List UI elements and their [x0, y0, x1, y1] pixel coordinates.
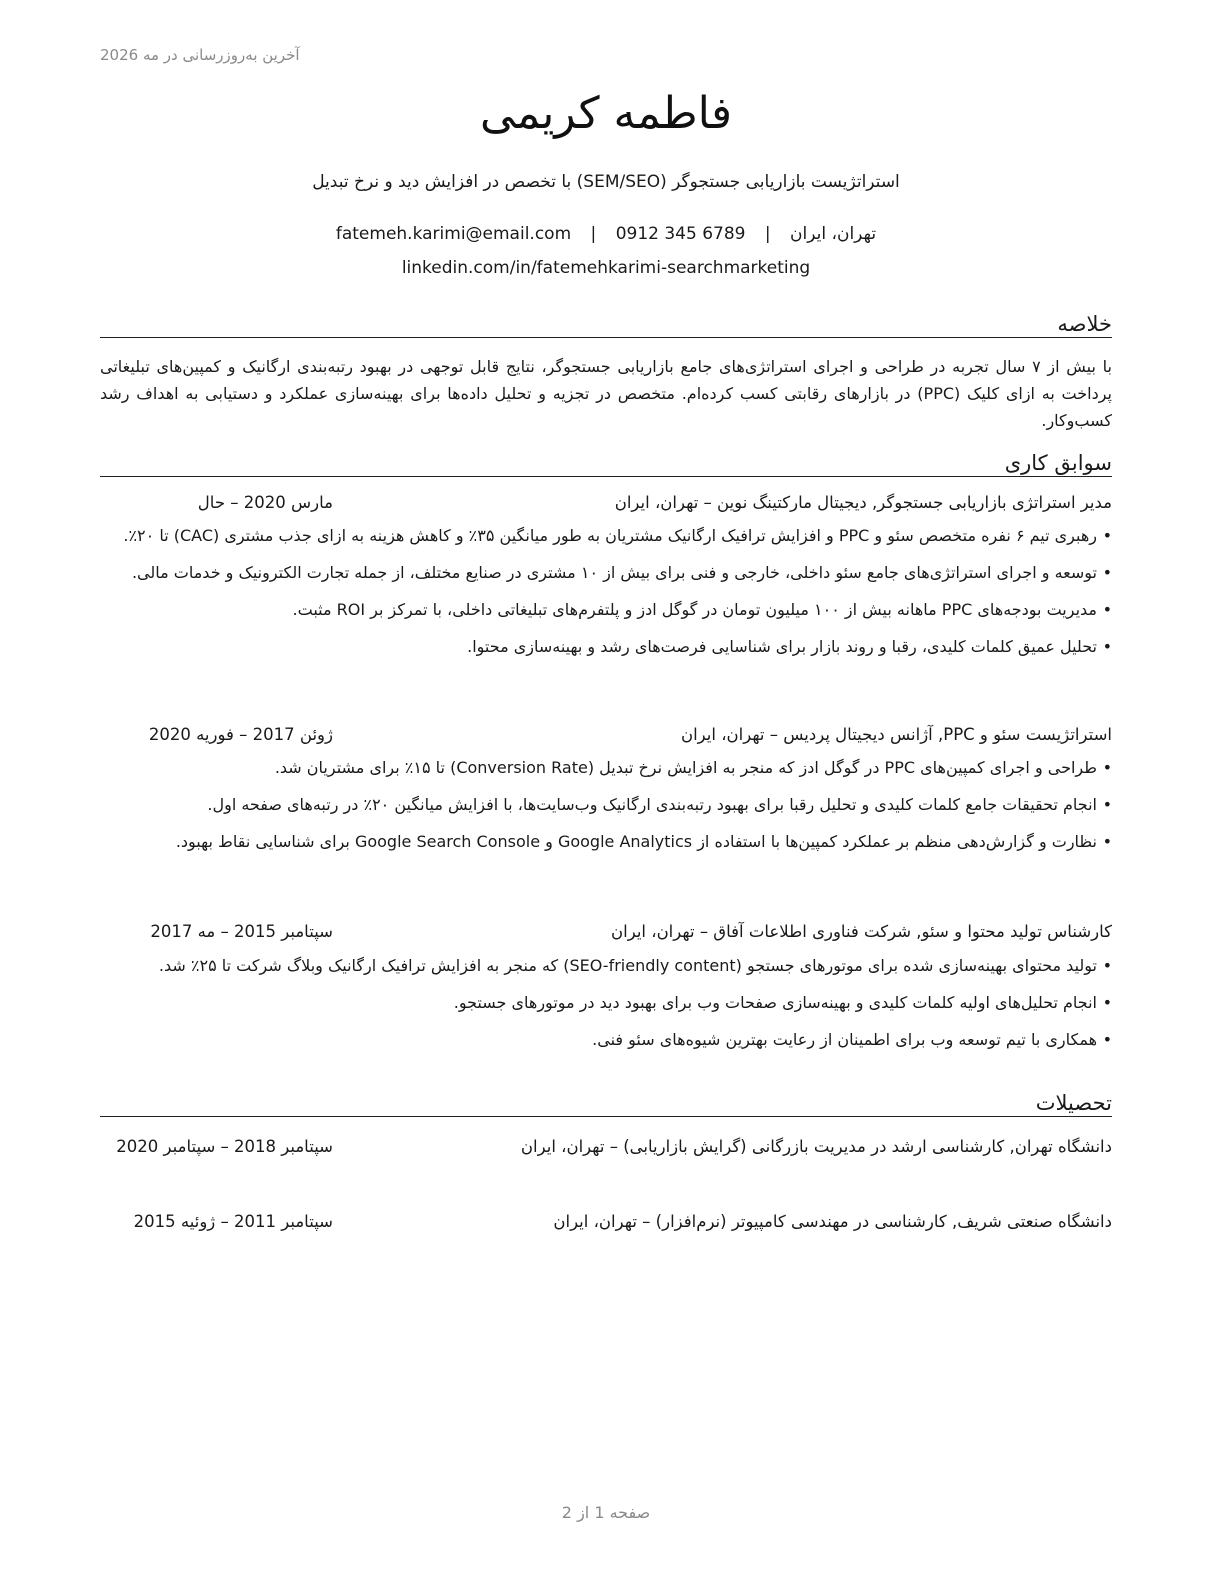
section-title-education: تحصیلات — [100, 1091, 1112, 1117]
job-header — [100, 725, 1112, 751]
list-item: • نظارت و گزارش‌دهی منظم بر عملکرد کمپین‌ها با استفاده از Google Analytics و Google Search Console برای شناسایی نقاط بهبود. — [100, 828, 1112, 855]
tagline: استراتژیست بازاریابی جستجوگر (SEM/SEO) با تخصص در افزایش دید و نرخ تبدیل — [312, 172, 900, 192]
education-title: دانشگاه صنعتی شریف, کارشناسی در مهندسی کامپیوتر (نرم‌افزار) – تهران، ایران — [553, 1212, 1112, 1231]
email-link[interactable]: fatemeh.karimi@email.com — [335, 224, 572, 244]
job-bullets — [100, 952, 1112, 1063]
job-bullets — [100, 522, 1112, 670]
list-item: • رهبری تیم ۶ نفره متخصص سئو و PPC و افزایش ترافیک ارگانیک مشتریان به طور میانگین ۳۵٪ و کاهش هزینه به ازای جذب مشتری (CAC) تا ۲۰٪. — [100, 522, 1112, 549]
separator: | — [590, 224, 597, 244]
list-item: • تحلیل عمیق کلمات کلیدی، رقبا و روند بازار برای شناسایی فرصت‌های رشد و بهینه‌سازی محتوا. — [100, 633, 1112, 660]
job-dates: مارس 2020 – حال — [197, 493, 333, 512]
job-bullets — [100, 754, 1112, 865]
list-item: • انجام تحلیل‌های اولیه کلمات کلیدی و بهینه‌سازی صفحات وب برای بهبود دید در موتورهای جستجو. — [100, 989, 1112, 1016]
list-item: • همکاری با تیم توسعه وب برای اطمینان از رعایت بهترین شیوه‌های سئو فنی. — [100, 1026, 1112, 1053]
phone: 0912 345 6789 — [615, 224, 746, 244]
section-title-summary: خلاصه — [100, 312, 1112, 338]
job-title: مدیر استراتژی بازاریابی جستجوگر, دیجیتال مارکتینگ نوین – تهران، ایران — [614, 493, 1112, 512]
job-dates: سپتامبر 2015 – مه 2017 — [150, 922, 333, 941]
education-title: دانشگاه تهران, کارشناسی ارشد در مدیریت بازرگانی (گرایش بازاریابی) – تهران، ایران — [520, 1137, 1112, 1156]
job-header — [100, 922, 1112, 948]
list-item: • مدیریت بودجه‌های PPC ماهانه بیش از ۱۰۰ میلیون تومان در گوگل ادز و پلتفرم‌های تبلیغاتی داخلی، با تمرکز بر ROI مثبت. — [100, 596, 1112, 623]
job-title: کارشناس تولید محتوا و سئو, شرکت فناوری اطلاعات آفاق – تهران، ایران — [611, 922, 1112, 941]
candidate-name: فاطمه کریمی — [479, 88, 733, 139]
location: تهران، ایران — [790, 224, 877, 244]
job-title: استراتژیست سئو و PPC, آژانس دیجیتال پردیس – تهران، ایران — [680, 725, 1112, 744]
contact-line — [100, 224, 1112, 244]
last-updated: آخرین به‌روزرسانی در مه 2026 — [100, 46, 300, 64]
job-header — [100, 493, 1112, 519]
job-dates: ژوئن 2017 – فوریه 2020 — [148, 725, 333, 744]
page-number: صفحه 1 از 2 — [561, 1503, 651, 1522]
education-dates: سپتامبر 2011 – ژوئیه 2015 — [133, 1212, 333, 1231]
list-item: • تولید محتوای بهینه‌سازی شده برای موتورهای جستجو (SEO-friendly content) که منجر به افزایش ترافیک ارگانیک وبلاگ شرکت تا ۲۵٪ شد. — [100, 952, 1112, 979]
list-item: • توسعه و اجرای استراتژی‌های جامع سئو داخلی، خارجی و فنی برای بیش از ۱۰ مشتری در صنایع مختلف، از جمله تجارت الکترونیک و خدمات مالی. — [100, 559, 1112, 586]
summary-text: با بیش از ۷ سال تجربه در طراحی و اجرای استراتژی‌های جامع بازاریابی جستجوگر، نتایج قابل توجهی در بهبود رتبه‌بندی ارگانیک و کمپین‌های تبلیغاتی پرداخت به ازای کلیک (PPC) در بازارهای رقابتی کسب کرده‌ام. متخصص در تجزیه و تحلیل داده‌ها برای بهینه‌سازی عملکرد و دستیابی به اهداف رشد کسب‌وکار. — [100, 357, 1113, 430]
separator: | — [764, 224, 771, 244]
linkedin-link[interactable]: linkedin.com/in/fatemehkarimi-searchmarketing — [401, 258, 811, 278]
education-dates: سپتامبر 2018 – سپتامبر 2020 — [116, 1137, 333, 1156]
section-title-experience: سوابق کاری — [100, 451, 1112, 477]
list-item: • طراحی و اجرای کمپین‌های PPC در گوگل ادز که منجر به افزایش نرخ تبدیل (Conversion Rate) تا ۱۵٪ برای مشتریان شد. — [100, 754, 1112, 781]
list-item: • انجام تحقیقات جامع کلمات کلیدی و تحلیل رقبا برای بهبود رتبه‌بندی ارگانیک وب‌سایت‌ها، با افزایش میانگین ۲۰٪ در رتبه‌های صفحه اول. — [100, 791, 1112, 818]
